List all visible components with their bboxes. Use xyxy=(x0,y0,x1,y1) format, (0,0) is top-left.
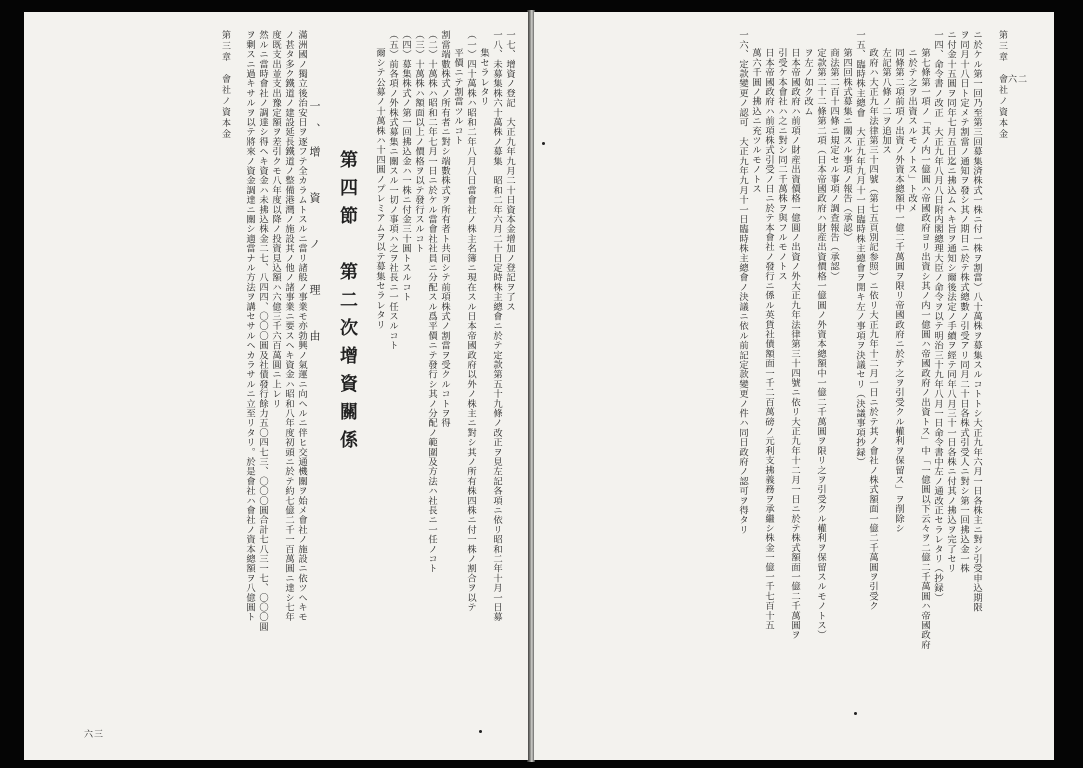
text-column: 一六、定款變更ノ認可 大正九年九月十一日臨時株主總會ノ決議ニ依ル前記定款變更ノ件ハ同日政府ノ認可ヲ得タリ xyxy=(737,30,748,535)
left-page-body xyxy=(218,30,516,720)
text-column: 度既支出並支出豫定額ヲ差引クモ八年度以降ノ投資見込額ハ六億三千六百萬圓ニ上レリ xyxy=(270,30,281,409)
text-column: ニ於ケル第一回乃至第三回募集済株式一株ニ付一株ヲ割當）八十萬株ヲ募集スルコトトシ大正九年六月一日各株主ニ對シ引受申込期限 xyxy=(971,30,982,612)
page-number: 六三 xyxy=(84,730,105,740)
text-column: ニ於テ之ヲ出資スルモノトス」ト改メ xyxy=(906,48,917,213)
column-spacer xyxy=(983,30,995,720)
column-spacer xyxy=(231,30,243,720)
right-page-body xyxy=(736,30,1008,720)
text-column: 第四回株式募集ニ關スル事項ノ報告（承認） xyxy=(841,48,852,242)
text-column: ヲ同月十八日ト定メテ割當ノ通知ヲ發シ其ノ期日ニ於テ株式總數ノ引受アリ同月二十日各株式引受人ニ對シ第一回拂込金一株 xyxy=(958,30,969,574)
text-column: 一四、命令書ノ改正 大正九年八月八日附内閣總理大臣ノ命令ヲ以テ明治三十九年八月一日命令書中左ノ通改正セラレタリ（抄録） xyxy=(932,30,943,603)
column-spacer xyxy=(321,30,333,720)
text-column: 爾シテ公募ノ十萬株ハ十四圓ノプレミアムヲ以テ募集セラレタリ xyxy=(374,48,385,330)
text-column: ヲ剰スニ過キサルヲ以テ將來ノ資金調達ニ關シ適當ナル方法ヲ講セサルヘカラサルニ立至リタリ。於是會社ハ會社ノ資本總額ヲ八億圓ト xyxy=(244,30,255,622)
subsection-heading: 一、增 資 ノ 理 由 xyxy=(308,100,321,353)
section-heading: 第四節 第二次增資關係 xyxy=(337,150,358,458)
column-spacer xyxy=(361,30,373,720)
text-column: （二）十萬株ハ昭和二年七月一日ニ於ケル當會社社員ニ分配スル爲平價ニテ發行シ其ノ分配ノ範圍及方法ハ社長ニ一任ノコト xyxy=(426,30,437,574)
text-column: 日本帝國政府ハ前項ノ財産出資價格一億圓ノ出資ノ外大正九年法律第三十四號ニ依リ大正九年十二月一日ニ於テ株式額面一億二千萬圓ヲ xyxy=(789,48,800,640)
text-column: 平價ニテ割當ツルコト xyxy=(452,48,463,145)
text-column: 政府ハ大正九年法律第三十四號（第七五頁別記参照）ニ依リ大正九年十二月一日ニ於テ其ノ會社ノ株式額面一億二千萬圓ヲ引受ク xyxy=(867,48,878,611)
text-column: 定款第二十二條第二項（日本帝國政府ハ財産出資價格一億圓ノ外資本總額中一億二千萬圓ヲ限リ之ヲ引受クル權利ヲ保留スルモノトス） xyxy=(815,48,826,640)
text-column: 一八、未募集株六十萬株ノ募集 昭和二年六月二十日定時株主總會ニ於テ定款第五十九條ノ改正ヲ見左記各項ニ依リ昭和二年十月一日募 xyxy=(491,30,502,622)
page-number: 六二 xyxy=(1007,75,1028,85)
text-column: （四）募集株式ノ第一回拂込金ハ一株ニ付金三十圓トスルコト xyxy=(400,30,411,302)
text-column: 萬六千圓ノ拂込ニ充ツルモノトス xyxy=(750,48,761,194)
text-column: 集セラレタリ xyxy=(478,48,489,107)
text-column: ヲ左ノ如ク改ム xyxy=(802,48,813,116)
text-column: 割當端數株式ノ所有者ニ對シ端數株式ヲ所有者ト共同シテ前項株式ノ割當ヲ受クルコトヲ得 xyxy=(439,30,450,428)
text-column: 商法第二百十四條ニ規定セル事項ノ調査報告（承認） xyxy=(828,48,839,281)
text-column: ニ付金十五圓ヲ同年七月五日迄ニ拂込ムヘキ旨ヲ通知シ爾後法定ノ手續ヲ經テ同年八月三十一日各株ニ付其ノ拂込ヲ完了セリ xyxy=(945,30,956,574)
ink-speck xyxy=(854,712,857,715)
text-column: 一七、增資ノ登記 大正九年九月二十日資本金增加ノ登記ヲ了ス xyxy=(504,30,515,312)
text-column: 一五、臨時株主總會 大正九年九月十一日臨時株主總會ヲ開キ左ノ事項ヲ決議セリ（決議事項抄録） xyxy=(854,30,865,467)
text-column: （五）前各項ノ外株式募集ニ關スル一切ノ事項ハ之ヲ社長ニ一任スルコト xyxy=(387,30,398,351)
running-head: 第三章 會社ノ資本金 xyxy=(220,30,230,140)
text-column: 滿洲國ノ獨立後治安日ヲ逐フテ全カラムトスルニ當リ諸般ノ事業モ亦勃興ノ氣運ニ向ヘルニ伴ヒ交通機關ヲ始メ會社ノ施設ニ依ツヘキモ xyxy=(296,30,307,622)
text-column: （三）十萬株ハ額面以上ノ價格ヲ以テ發行スルコト xyxy=(413,30,424,254)
ink-speck xyxy=(542,142,545,145)
text-column: ノ甚タ多ク鐵道ノ建設延長鐵道ノ整備港灣ノ施設其ノ他ノ諸事業ニ要スヘキ資金ハ昭和八年度初頭ニ於テ約七億二千一百萬圓ニ達シ七年 xyxy=(283,30,294,622)
text-column: 同條第二項前項ノ出資ノ外資本總額中一億二千萬圓ヲ限リ帝國政府ニ於テ之ヲ引受クル權利ヲ保留ス」ヲ削除シ xyxy=(893,48,904,533)
text-column: 日本帝國政府ハ前項株式引受ノ日ニ於テ本會社ノ發行ニ係ル英貨社債額面一千二百萬磅ノ元利支拂義務ヲ承繼シ株金一億一千七百十五 xyxy=(763,48,774,630)
left-page xyxy=(24,12,528,760)
right-page xyxy=(534,12,1054,760)
text-column: 第七條第一項ノ「其ノ内一億圓ハ帝國政府ヨリ出資シ其ノ内一億圓ハ帝國政府ノ出資トス」中「一億圓以下云々ヲ二億二千萬圓ハ帝國政府 xyxy=(919,48,930,650)
text-column: 然ルニ當時會社ノ調達シ得ヘキ資金ハ未拂込株金二七、八四四、〇〇〇圓及社債發行餘力五〇四七三、〇〇〇圓合計七八三一七、〇〇〇圓 xyxy=(257,30,268,632)
text-column: 左記第八條ノ二ヲ追加ス xyxy=(880,48,891,155)
text-column: 引受ケ本會社ハ之ニ對シ同二千萬株ヲ與フルモノトス xyxy=(776,48,787,281)
running-head: 第三章 會社ノ資本金 xyxy=(997,30,1007,140)
ink-speck xyxy=(479,730,482,733)
text-column: （一）四十萬株ハ昭和二年八月八日當會社ノ株主名簿ニ現在スル日本帝國政府以外ノ株主ニ對シ其ノ所有株四株ニ付一株ノ割合ヲ以テ xyxy=(465,30,476,612)
